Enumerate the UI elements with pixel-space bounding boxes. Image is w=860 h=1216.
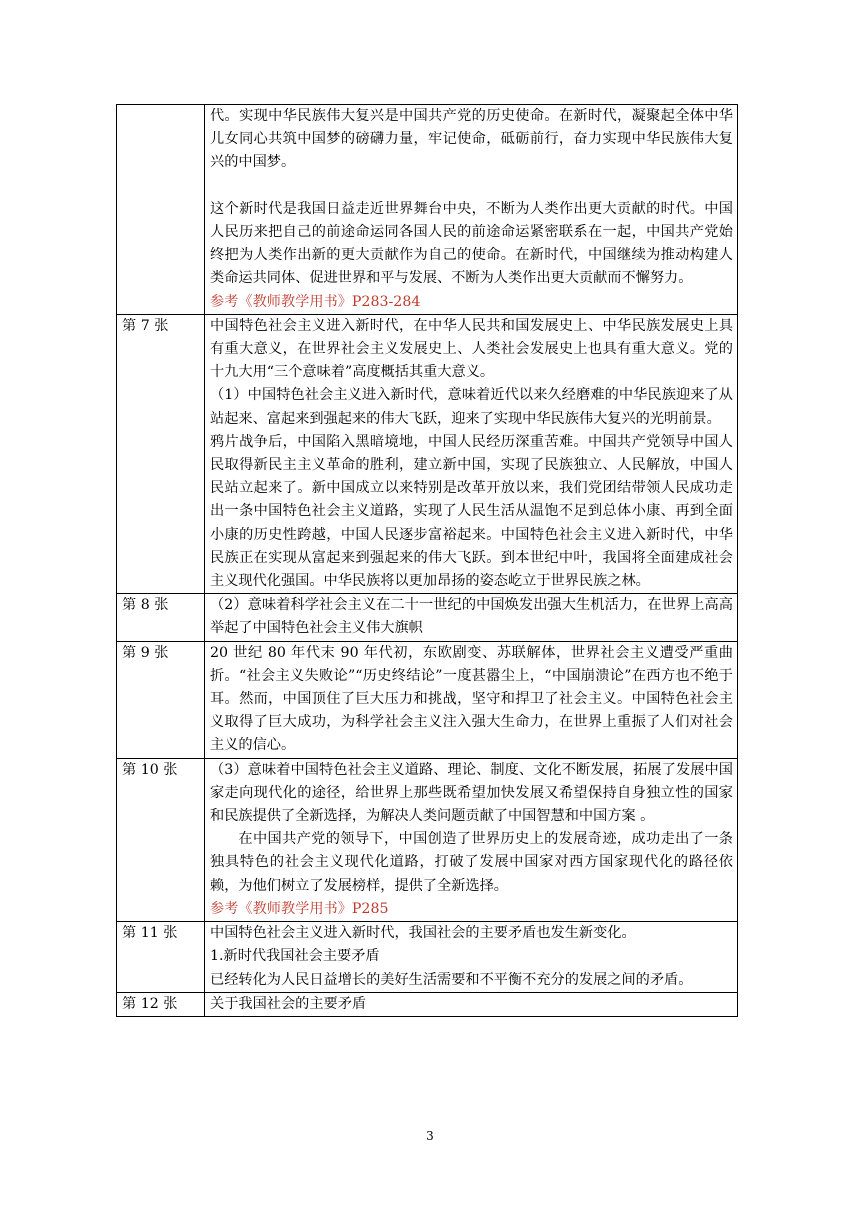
table-row xyxy=(117,594,738,641)
table-row xyxy=(117,314,738,593)
content-paragraph: 鸦片战争后，中国陷入黑暗境地，中国人民经历深重苦难。中国共产党领导中国人民取得新民主主义革命的胜利，建立新中国，实现了民族独立、人民解放，中国人民站立起来了。新中国成立以来特别是改革开放以来，我们党团结带领人民成功走出一条中国特色社会主义道路，实现了人民生活从温饱不足到总体小康、再到全面小康的历史性跨越，中国人民逐步富裕起来。中国特色社会主义进入新时代，中华民族正在实现从富起来到强起来的伟大飞跃。到本世纪中叶，我国将全面建成社会主义现代化强国。中华民族将以更加昂扬的姿态屹立于世界民族之林。 xyxy=(210,433,733,590)
slide-content xyxy=(205,992,738,1016)
content-paragraph: （1）中国特色社会主义进入新时代，意味着近代以来久经磨难的中华民族迎来了从站起来、富起来到强起来的伟大飞跃，迎来了实现中华民族伟大复兴的光明前景。 xyxy=(210,387,733,427)
slide-label: 第 7 张 xyxy=(117,314,205,593)
content-paragraph: 已经转化为人民日益增长的美好生活需要和不平衡不充分的发展之间的矛盾。 xyxy=(210,971,693,988)
slide-content xyxy=(205,594,738,641)
slide-label: 第 10 张 xyxy=(117,758,205,921)
table-row xyxy=(117,922,738,993)
slide-content xyxy=(205,314,738,593)
content-paragraph: 中国特色社会主义进入新时代，在中华人民共和国发展史上、中华民族发展史上具有重大意义，在世界社会主义发展史上、人类社会发展史上也具有重大意义。党的十九大用“三个意味着”高度概括其重大意义。 xyxy=(210,317,733,381)
slide-label: 第 8 张 xyxy=(117,594,205,641)
reference-note: 参考《教师教学用书》P283-284 xyxy=(210,293,421,310)
content-paragraph: 1.新时代我国社会主要矛盾 xyxy=(210,948,380,965)
page-number: 3 xyxy=(426,1129,434,1143)
reference-note: 参考《教师教学用书》P285 xyxy=(210,900,389,917)
blank-line xyxy=(210,175,733,198)
slide-content xyxy=(205,641,738,758)
content-paragraph: （2）意味着科学社会主义在二十一世纪的中国焕发出强大生机活力，在世界上高高举起了中国特色社会主义伟大旗帜 xyxy=(210,597,733,637)
content-paragraph: 关于我国社会的主要矛盾 xyxy=(210,995,367,1012)
table-row xyxy=(117,641,738,758)
slide-content xyxy=(205,922,738,993)
lesson-notes-table xyxy=(116,104,738,1017)
table-row xyxy=(117,105,738,315)
slide-label xyxy=(117,105,205,315)
content-paragraph: 代。实现中华民族伟大复兴是中国共产党的历史使命。在新时代，凝聚起全体中华儿女同心共筑中国梦的磅礴力量，牢记使命，砥砺前行，奋力实现中华民族伟大复兴的中国梦。 xyxy=(210,108,733,171)
content-paragraph: 在中国共产党的领导下，中国创造了世界历史上的发展奇迹，成功走出了一条独具特色的社会主义现代化道路，打破了发展中国家对西方国家现代化的路径依赖，为他们树立了发展榜样，提供了全新选择。 xyxy=(210,831,733,894)
slide-label: 第 12 张 xyxy=(117,992,205,1016)
content-paragraph: 这个新时代是我国日益走近世界舞台中央，不断为人类作出更大贡献的时代。中国人民历来把自己的前途命运同各国人民的前途命运紧密联系在一起，中国共产党始终把为人类作出新的更大贡献作为自己的使命。在新时代，中国继续为推动构建人类命运共同体、促进世界和平与发展、不断为人类作出更大贡献而不懈努力。 xyxy=(210,200,733,287)
table-row xyxy=(117,992,738,1016)
content-paragraph: 中国特色社会主义进入新时代，我国社会的主要矛盾也发生新变化。 xyxy=(210,925,636,942)
slide-content xyxy=(205,105,738,315)
content-paragraph: （3）意味着中国特色社会主义道路、理论、制度、文化不断发展，拓展了发展中国家走向现代化的途径，给世界上那些既希望加快发展又希望保持自身独立性的国家和民族提供了全新选择，为解决人类问题贡献了中国智慧和中国方案 。 xyxy=(210,761,733,825)
slide-label: 第 11 张 xyxy=(117,922,205,993)
content-paragraph: 20 世纪 80 年代末 90 年代初，东欧剧变、苏联解体，世界社会主义遭受严重曲折。“社会主义失败论”“历史终结论”一度甚嚣尘上，“中国崩溃论”在西方也不绝于耳。然而，中国顶住了巨大压力和挑战，坚守和捍卫了社会主义。中国特色社会主义取得了巨大成功，为科学社会主义注入强大生命力，在世界上重振了人们对社会主义的信心。 xyxy=(210,644,733,754)
table-row xyxy=(117,758,738,921)
slide-content xyxy=(205,758,738,921)
slide-label: 第 9 张 xyxy=(117,641,205,758)
